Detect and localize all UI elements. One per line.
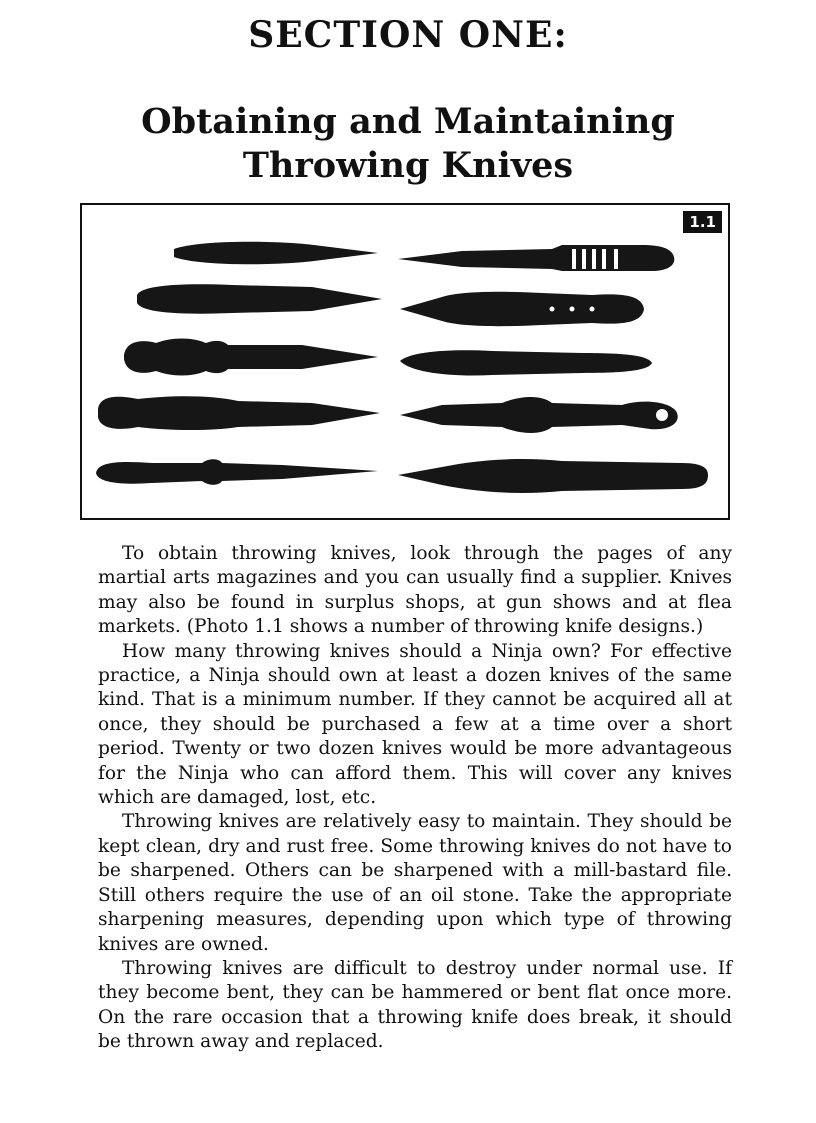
photo-number-label: 1.1 xyxy=(683,211,722,233)
knife-left-3 xyxy=(124,339,378,376)
chapter-title-line-1: Obtaining and Maintaining xyxy=(141,101,675,142)
chapter-title-line-2: Throwing Knives xyxy=(242,145,574,186)
knife-right-2 xyxy=(400,292,644,326)
paragraph: To obtain throwing knives, look through the pages of any martial arts magazines and you can usually find a supplier. Knives may also be found in surplus shops, at gun shows and at flea markets. (Photo 1.1 shows a number of throwing knife designs.) xyxy=(98,543,732,638)
paragraph: Throwing knives are relatively easy to maintain. They should be kept clean, dry and rust free. Some throwing knives do not have to be sharpened. Others can be sharpened with a mill-bastard file. Still others require the use of an oil stone. Take the appropriate sharpening measures, depending upon which type of throwing knives are owned. xyxy=(98,811,732,955)
knife-right-5 xyxy=(398,459,708,493)
knife-left-2 xyxy=(137,284,382,313)
knives-photo xyxy=(80,203,730,520)
knife-right-4 xyxy=(400,397,678,433)
body-text xyxy=(98,542,732,1055)
knife-left-1 xyxy=(174,242,378,265)
chapter-title xyxy=(0,100,816,188)
knives-illustration xyxy=(82,205,728,518)
knife-right-3 xyxy=(400,350,652,375)
knife-right-1 xyxy=(398,245,674,271)
section-heading: SECTION ONE: xyxy=(248,14,568,56)
knife-left-4 xyxy=(98,396,380,430)
paragraph: How many throwing knives should a Ninja own? For effective practice, a Ninja should own at least a dozen knives of the same kind. That is a minimum number. If they cannot be acquired all at once, they should be purchased a few at a time over a short period. Twenty or two dozen knives would be more advantageous for the Ninja who can afford them. This will cover any knives which are damaged, lost, etc. xyxy=(98,640,732,809)
paragraph: Throwing knives are difficult to destroy under normal use. If they become bent, they can be hammered or bent flat once more. On the rare occasion that a throwing knife does break, it should be thrown away and replaced. xyxy=(98,957,732,1053)
knife-left-5 xyxy=(96,459,378,485)
